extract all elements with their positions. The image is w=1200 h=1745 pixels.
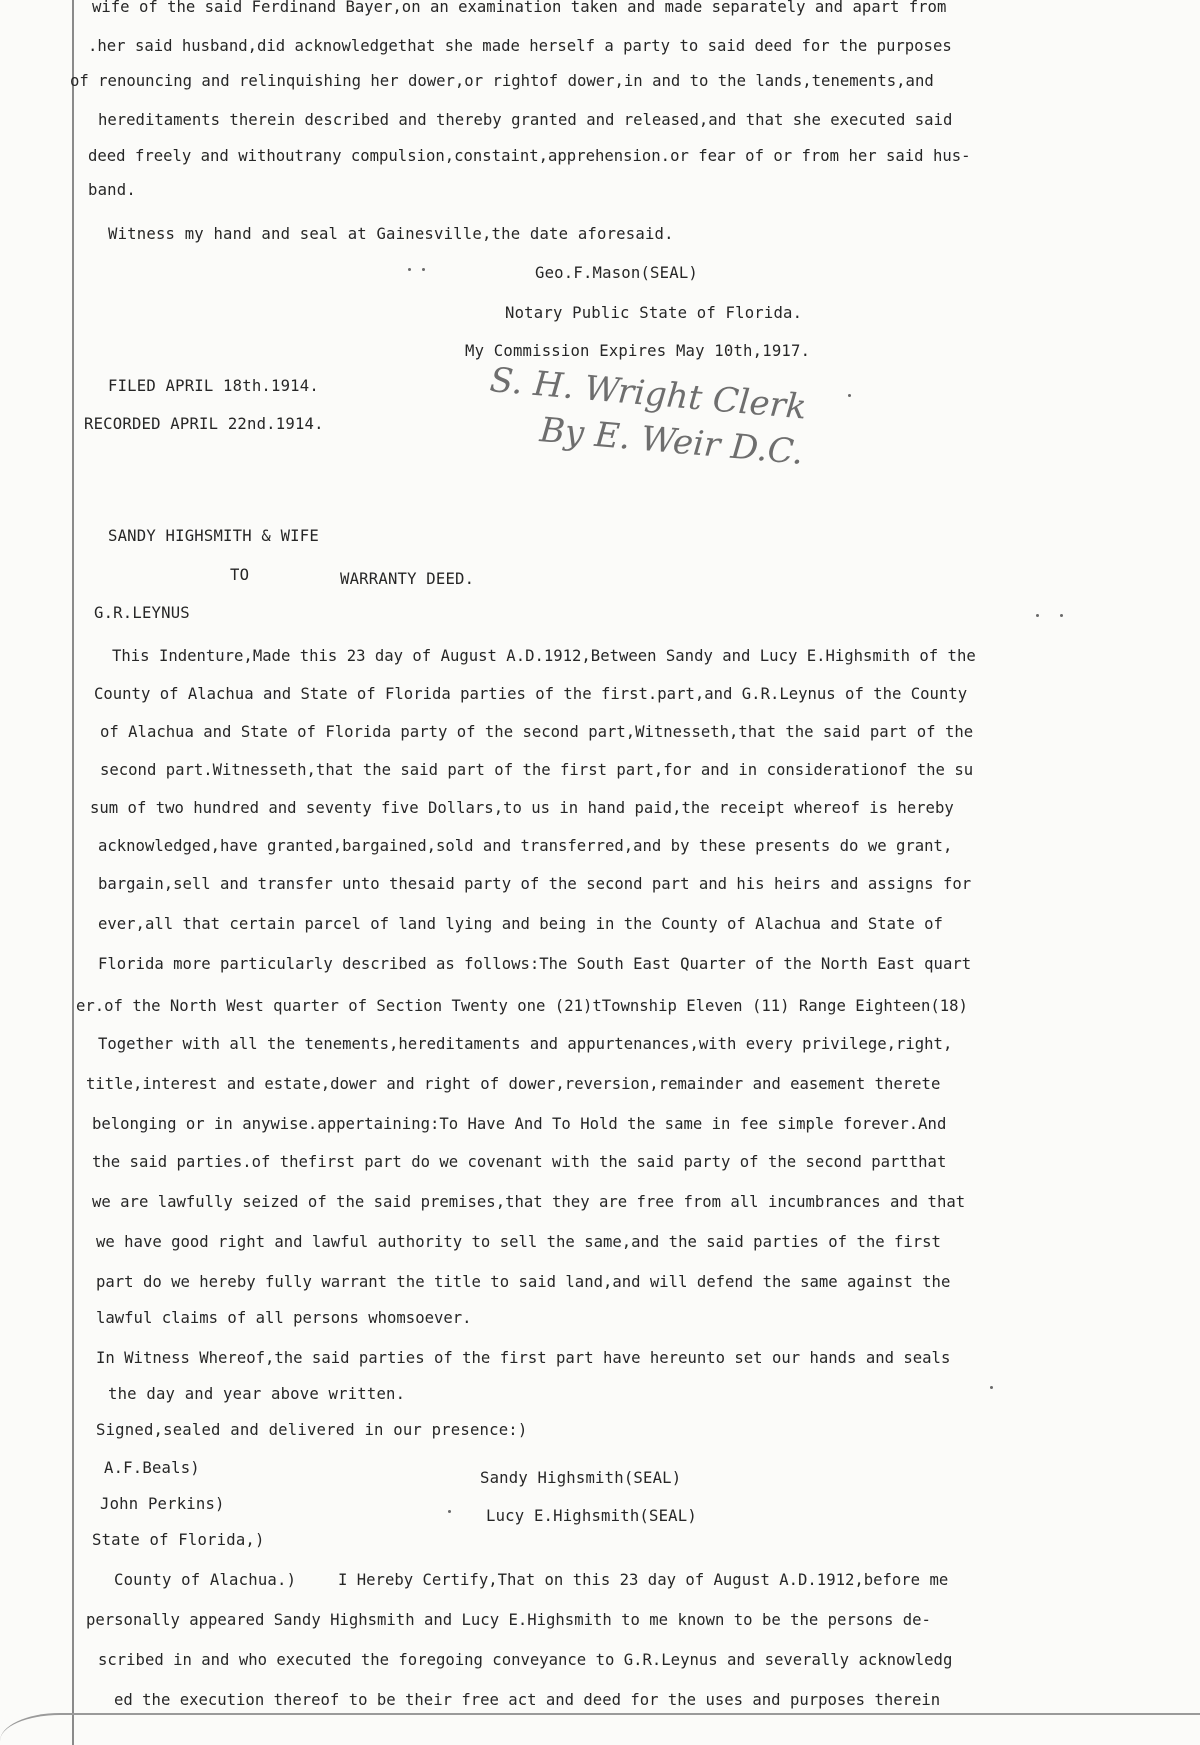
scan-speck [1036, 614, 1039, 617]
deed-body-line: acknowledged,have granted,bargained,sold and transferred,and by these presents do we grant, [98, 837, 953, 855]
scan-speck [408, 268, 411, 271]
deed-body-line: we have good right and lawful authority to sell the same,and the said parties of the first [96, 1233, 941, 1251]
ack-line: personally appeared Sandy Highsmith and Lucy E.Highsmith to me known to be the persons de- [86, 1611, 931, 1629]
deed-body-line: er.of the North West quarter of Section Twenty one (21)tTownship Eleven (11) Range Eighteen(18) [76, 997, 968, 1015]
deed-body-line: we are lawfully seized of the said premises,that they are free from all incumbrances and that [92, 1193, 966, 1211]
text-line: deed freely and withoutrany compulsion,constaint,apprehension.or fear of or from her said hus- [88, 147, 971, 165]
ack-county: County of Alachua.) [114, 1571, 297, 1589]
commission-expiry: My Commission Expires May 10th,1917. [465, 342, 811, 360]
ack-line: I Hereby Certify,That on this 23 day of August A.D.1912,before me [338, 1571, 949, 1589]
text-line: hereditaments therein described and thereby granted and released,and that she executed said [98, 111, 953, 129]
filed-date: FILED APRIL 18th.1914. [108, 377, 319, 395]
deputy-clerk-signature: By E. Weir D.C. [538, 410, 805, 473]
deed-body-line: title,interest and estate,dower and right of dower,reversion,remainder and easement therete [86, 1075, 941, 1093]
deed-body-line: In Witness Whereof,the said parties of the first part have hereunto set our hands and seals [96, 1349, 951, 1367]
deed-to: TO [230, 566, 250, 584]
deed-body-line: County of Alachua and State of Florida parties of the first.part,and G.R.Leynus of the County [94, 685, 968, 703]
ack-state: State of Florida,) [92, 1531, 265, 1549]
witness-name: A.F.Beals) [104, 1459, 200, 1477]
signer-name: Lucy E.Highsmith(SEAL) [486, 1507, 697, 1525]
left-margin-rule [72, 0, 74, 1745]
deed-body-line: bargain,sell and transfer unto thesaid party of the second part and his heirs and assigns for [98, 875, 972, 893]
deed-body-line: sum of two hundred and seventy five Dollars,to us in hand paid,the receipt whereof is hereby [90, 799, 954, 817]
signing-statement: Signed,sealed and delivered in our presence:) [96, 1421, 528, 1439]
text-line: band. [88, 181, 136, 199]
witness-name: John Perkins) [100, 1495, 225, 1513]
ack-line: ed the execution thereof to be their free act and deed for the uses and purposes therein [114, 1691, 941, 1709]
clerk-signature: S. H. Wright Clerk [488, 360, 809, 428]
text-line: wife of the said Ferdinand Bayer,on an examination taken and made separately and apart from [92, 0, 947, 16]
deed-grantee: G.R.LEYNUS [94, 604, 190, 622]
deed-body-line: Together with all the tenements,hereditaments and appurtenances,with every privilege,right, [98, 1035, 953, 1053]
deed-grantor: SANDY HIGHSMITH & WIFE [108, 527, 319, 545]
scan-speck [848, 394, 851, 397]
deed-body-line: part do we hereby fully warrant the title to said land,and will defend the same against the [96, 1273, 951, 1291]
scan-speck [422, 268, 425, 271]
ack-line: scribed in and who executed the foregoing conveyance to G.R.Leynus and severally acknowledg [98, 1651, 953, 1669]
scan-speck [1060, 614, 1063, 617]
deed-body-line: Florida more particularly described as follows:The South East Quarter of the North East quart [98, 955, 972, 973]
notary-signature: Geo.F.Mason(SEAL) [535, 264, 698, 282]
deed-body-line: second part.Witnesseth,that the said part of the first part,for and in considerationof the su [100, 761, 974, 779]
deed-body-line: the said parties.of thefirst part do we covenant with the said party of the second partthat [92, 1153, 947, 1171]
deed-body-line: This Indenture,Made this 23 day of August A.D.1912,Between Sandy and Lucy E.Highsmith of the [112, 647, 976, 665]
deed-body-line: the day and year above written. [108, 1385, 406, 1403]
text-line: .her said husband,did acknowledgethat she made herself a party to said deed for the purposes [88, 37, 952, 55]
text-line: of renouncing and relinquishing her dower,or rightof dower,in and to the lands,tenements,and [70, 72, 934, 90]
recorded-date: RECORDED APRIL 22nd.1914. [84, 415, 324, 433]
deed-title: WARRANTY DEED. [340, 570, 475, 588]
signer-name: Sandy Highsmith(SEAL) [480, 1469, 682, 1487]
notary-title: Notary Public State of Florida. [505, 304, 803, 322]
page-edge [0, 1713, 1200, 1745]
text-line: Witness my hand and seal at Gainesville,the date aforesaid. [108, 225, 674, 243]
deed-body-line: ever,all that certain parcel of land lying and being in the County of Alachua and State of [98, 915, 943, 933]
scan-speck [990, 1386, 993, 1389]
scan-speck [448, 1510, 451, 1513]
deed-body-line: of Alachua and State of Florida party of the second part,Witnesseth,that the said part of the [100, 723, 974, 741]
deed-body-line: lawful claims of all persons whomsoever. [96, 1309, 472, 1327]
deed-body-line: belonging or in anywise.appertaining:To Have And To Hold the same in fee simple forever.And [92, 1115, 947, 1133]
